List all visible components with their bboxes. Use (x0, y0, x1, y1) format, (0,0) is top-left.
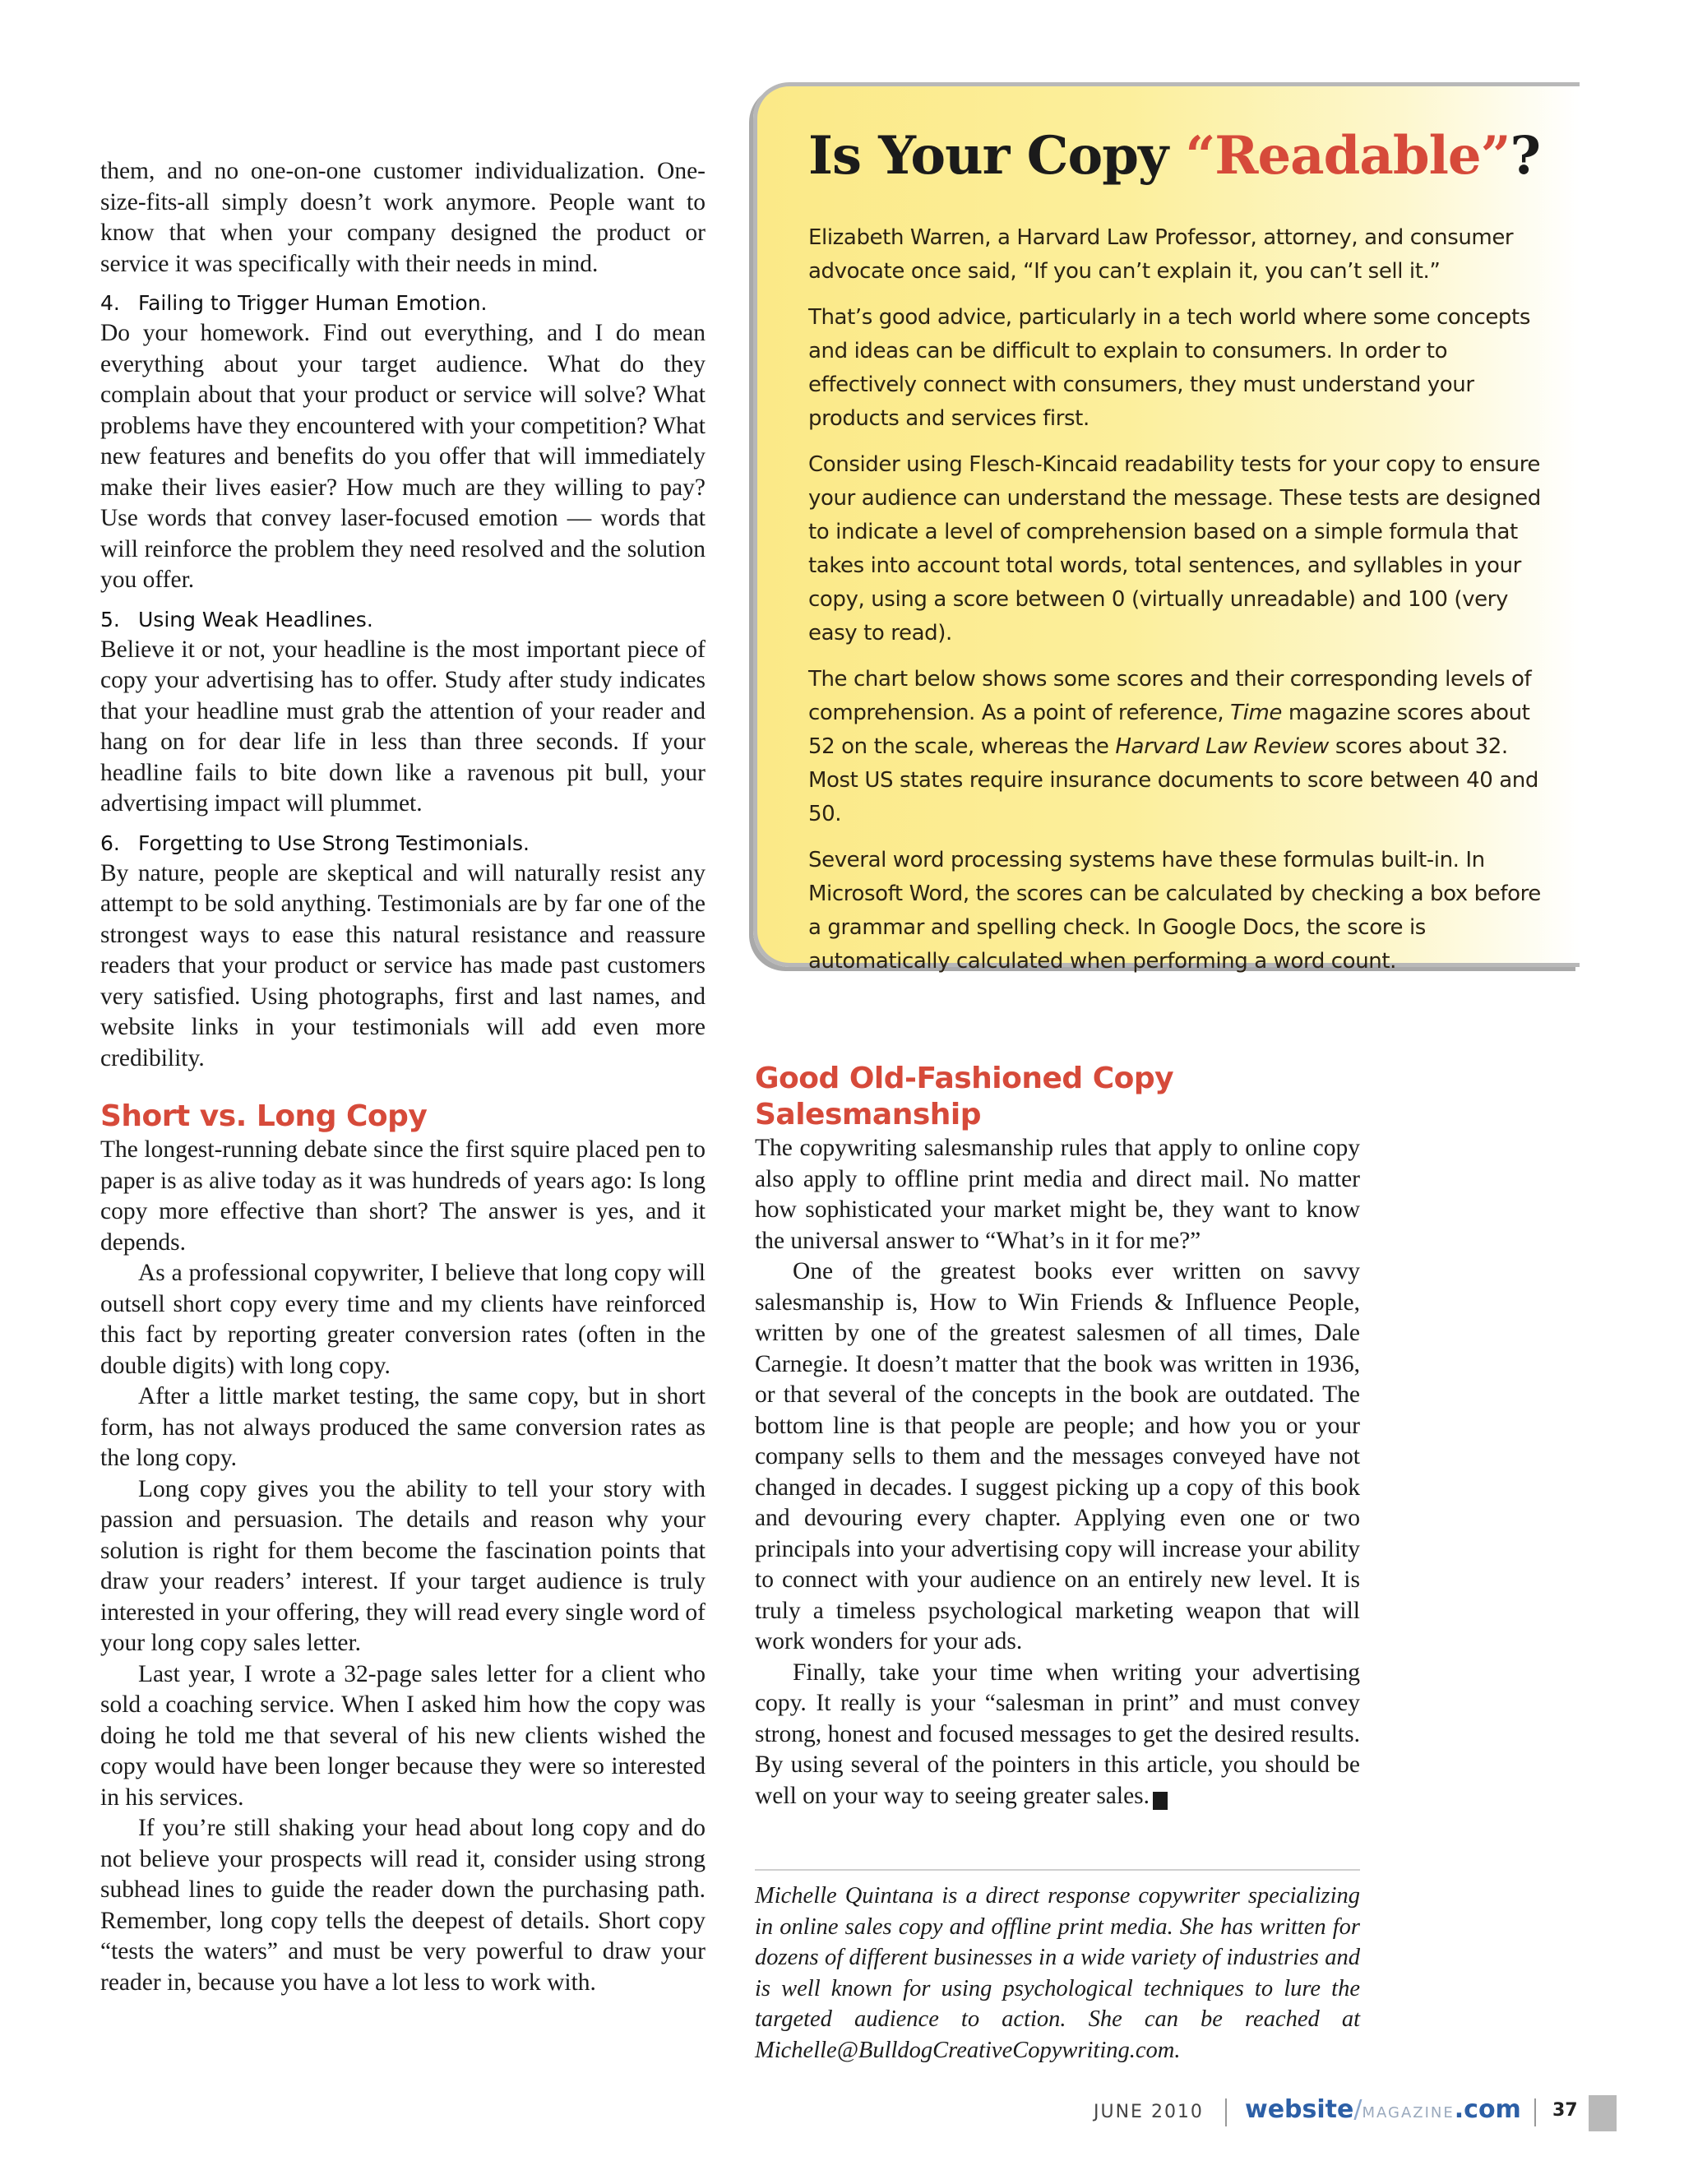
point-text: Believe it or not, your headline is the most important piece of copy your advertising has to offer. Study after study indicates that your headline must grab the attention of your reader and hang on for dear life in less than three seconds. If your headline fails to bite down like a ravenous pit bull, your advertising impact will plummet. (100, 636, 706, 817)
left-column (100, 156, 706, 1998)
divider (1534, 2098, 1536, 2126)
point-text: Do your homework. Find out everything, and I do mean everything about your target audience. What do they complain about that your product or service will solve? What problems have they encountered with your competition? What new features and benefits do you offer that will immediately make their lives easier? How much are they willing to pay? Use words that convey laser-focused emotion — words that will reinforce the problem they need resolved and the solution you offer. (100, 320, 706, 593)
sidebar-paragraph: That’s good advice, particularly in a tech world where some concepts and ideas can be difficult to explain to consumers. In order to effectively connect with consumers, they must understand your products and services first. (808, 305, 1530, 431)
sidebar-title: Is Your Copy “Readable”? (808, 125, 1540, 187)
divider (1225, 2098, 1227, 2126)
sidebar-title-accent: “Readable” (1185, 125, 1511, 187)
sidebar-paragraph: Elizabeth Warren, a Harvard Law Professor, attorney, and consumer advocate once said, “If you can’t explain it, you can’t sell it.” (808, 225, 1514, 284)
paragraph: One of the greatest books ever written on savvy salesmanship is, How to Win Friends & Influence People, written by one of the greatest salesmen of all times, Dale Carnegie. It doesn’t matter that the book was written in 1936, or that several of the concepts in the book are outdated. The bottom line is that people are people; and how you or your company sells to them and the messages conveyed have not changed in decades. I suggest picking up a copy of this book and devouring every chapter. Applying even one or two principals into your advertising copy will increase your ability to connect with your audience on an entirely new level. It is truly a timeless psychological marketing weapon that will work wonders for your ads. (755, 1258, 1360, 1654)
sidebar-paragraph: The chart below shows some scores and their corresponding levels of comprehension. As a point of reference, Time magazine scores about 52 on the scale, whereas the Harvard Law Review scores about 32. Most US states require insurance documents to score between 40 and 50. (808, 667, 1538, 826)
point-heading: 6. Forgetting to Use Strong Testimonials. (100, 831, 530, 855)
point-heading: 4. Failing to Trigger Human Emotion. (100, 291, 488, 315)
point-text: By nature, people are skeptical and will naturally resist any attempt to be sold anything. Testimonials are by far one of the strongest ways to ease this natural resistance and reassure readers that your product or service has made past customers very satisfied. Using photographs, first and last names, and website links in your testimonials will add even more credibility. (100, 859, 706, 1071)
point-4 (100, 289, 706, 596)
intro-paragraph: them, and no one-on-one customer individualization. One-size-fits-all simply doesn’t work anymore. People want to know that when your company designed the product or service it was specifically with their needs in mind. (100, 158, 706, 277)
issue-date: JUNE 2010 (1094, 2102, 1204, 2122)
right-column (755, 1061, 1360, 2066)
point-heading: 5. Using Weak Headlines. (100, 607, 373, 632)
author-bio: Michelle Quintana is a direct response copywriter specializing in online sales copy and offline print media. She has written for dozens of different businesses in a wide variety of industries and is well known for using psychological techniques to lure the targeted audience to action. She can be reached at Michelle@BulldogCreativeCopywriting.com. (755, 1883, 1360, 2063)
paragraph: The copywriting salesmanship rules that apply to online copy also apply to offline print media and direct mail. No matter how sophisticated your market might be, they want to know the universal answer to “What’s in it for me?” (755, 1135, 1360, 1254)
page-tab (1589, 2095, 1617, 2131)
point-6 (100, 830, 706, 1075)
sidebar-content (808, 124, 1545, 991)
divider (755, 1869, 1360, 1871)
magazine-logo: website/MAGAZINE.com (1245, 2095, 1521, 2124)
paragraph: As a professional copywriter, I believe that long copy will outsell short copy every time and my clients have reinforced this fact by reporting greater conversion rates (often in the double digits) with long copy. (100, 1260, 706, 1379)
page-number: 37 (1552, 2100, 1578, 2121)
paragraph: After a little market testing, the same copy, but in short form, has not always produced the same conversion rates as the long copy. (100, 1383, 706, 1471)
paragraph: Finally, take your time when writing your advertising copy. It really is your “salesman in print” and must convey strong, honest and focused messages to get the desired results. By using several of the pointers in this article, you should be well on your way to seeing greater sales. i (755, 1659, 1360, 1809)
paragraph: The longest-running debate since the first squire placed pen to paper is as alive today as it was hundreds of years ago: Is long copy more effective than short? The answer is yes, and it depends. (100, 1136, 706, 1256)
paragraph: Last year, I wrote a 32-page sales letter for a client who sold a coaching service. When I asked him how the copy was doing he told me that several of his new clients wished the copy would have been longer because they were so interested in his services. (100, 1660, 706, 1811)
paragraph: If you’re still shaking your head about long copy and do not believe your prospects will read it, consider using strong subhead lines to guide the reader down the purchasing path. Remember, long copy tells the deepest of details. Short copy “tests the waters” and must be very powerful to draw your reader in, because you have a lot less to work with. (100, 1815, 706, 1996)
page-footer (1084, 2095, 1618, 2131)
end-of-article-icon: i (1153, 1792, 1168, 1810)
point-5 (100, 606, 706, 820)
paragraph: Long copy gives you the ability to tell your story with passion and persuasion. The details and reason why your solution is right for them become the fascination points that draw your readers’ interest. If your target audience is truly interested in your offering, they will read every single word of your long copy sales letter. (100, 1475, 706, 1656)
readability-sidebar (753, 82, 1580, 974)
sidebar-paragraph: Consider using Flesch-Kincaid readability tests for your copy to ensure your audience can understand the message. These tests are designed to indicate a level of comprehension based on a simple formula that takes into account total words, total sentences, and syllables in your copy, using a score between 0 (virtually unreadable) and 100 (very easy to read). (808, 452, 1541, 645)
sidebar-paragraph: Several word processing systems have these formulas built-in. In Microsoft Word, the scores can be calculated by checking a box before a grammar and spelling check. In Google Docs, the score is automatically calculated when performing a word count. (808, 848, 1541, 974)
section-heading-short-vs-long: Short vs. Long Copy (100, 1099, 428, 1133)
section-heading-salesmanship: Good Old-Fashioned Copy Salesmanship (755, 1062, 1174, 1131)
